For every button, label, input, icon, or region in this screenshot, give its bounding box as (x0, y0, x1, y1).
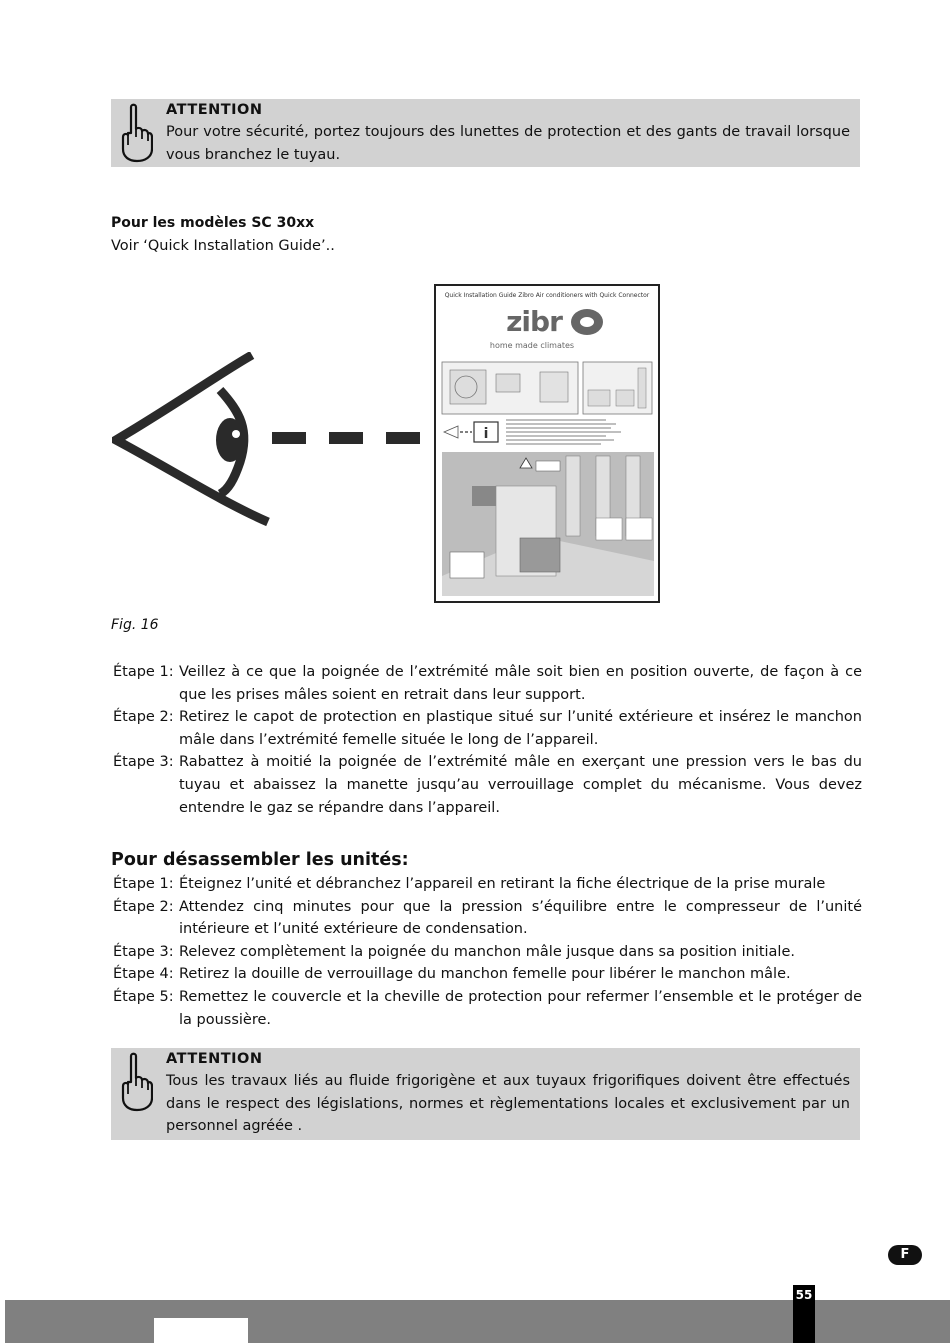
disassemble-steps-list (113, 873, 862, 1031)
notice-text: Pour votre sécurité, portez toujours des lunettes de protection et des gants de travail lorsque vous branchez le tuyau. (166, 124, 850, 163)
step-label: Étape 2: (113, 898, 174, 915)
list-item (113, 941, 862, 964)
pointing-hand-icon (117, 1052, 153, 1112)
guide-header: Quick Installation Guide Zibro Air conditioners with Quick Connector (444, 292, 650, 299)
list-item (113, 751, 862, 819)
notice-text: Tous les travaux liés au fluide frigorigène et aux tuyaux frigorifiques doivent être effectués dans le respect des législations, normes et règlementations locales et exclusivement par un personnel agréée . (166, 1073, 850, 1134)
step-text: Veillez à ce que la poignée de l’extrémité mâle soit bien en position ouverte, de façon à ce que les prises mâles soient en retrait dans leur support. (179, 664, 862, 703)
step-label: Étape 4: (113, 966, 174, 983)
step-text: Éteignez l’unité et débranchez l’appareil en retirant la fiche électrique de la prise murale (179, 876, 826, 892)
brand-logo: zibr (506, 305, 562, 338)
eye-pupil (216, 418, 244, 462)
pointing-hand-icon (117, 103, 153, 163)
list-item (113, 963, 862, 986)
list-item (113, 661, 862, 706)
list-item (113, 986, 862, 1031)
step-label: Étape 1: (113, 876, 174, 892)
list-item (113, 896, 862, 941)
eye-illustration (112, 352, 424, 528)
step-label: Étape 5: (113, 988, 174, 1005)
models-heading: Pour les modèles SC 30xx (111, 215, 315, 231)
models-text: Voir ‘Quick Installation Guide’.. (111, 238, 335, 254)
step-text: Attendez cinq minutes pour que la pression s’équilibre entre le compresseur de l’unité intérieure et l’unité extérieure de condensation. (179, 898, 862, 938)
page-number: 55 (793, 1285, 815, 1343)
list-item (113, 706, 862, 751)
brand-tagline: home made climates (489, 341, 575, 350)
svg-text:i: i (483, 426, 489, 442)
list-item (113, 873, 862, 896)
figure-label: Fig. 16 (111, 617, 159, 633)
step-text: Remettez le couvercle et la cheville de protection pour refermer l’ensemble et le protéger de la poussière. (179, 988, 862, 1028)
language-badge: F (888, 1245, 922, 1265)
guide-cover-art (436, 286, 658, 601)
step-label: Étape 2: (113, 709, 174, 726)
step-label: Étape 3: (113, 943, 174, 960)
step-text: Retirez la douille de verrouillage du manchon femelle pour libérer le manchon mâle. (179, 966, 791, 983)
notice-title: ATTENTION (166, 102, 263, 118)
step-text: Rabattez à moitié la poignée de l’extrémité mâle en exerçant une pression vers le bas du tuyau et abaissez la manette jusqu’au verrouillage complet du mécanisme. Vous devez entendre le gaz se répandre dans l’appareil. (179, 754, 862, 816)
step-label: Étape 3: (113, 754, 174, 771)
step-label: Étape 1: (113, 664, 174, 680)
quick-installation-guide-cover (434, 284, 660, 603)
footer-white-block (154, 1318, 248, 1343)
connect-steps-list (113, 661, 862, 819)
step-text: Relevez complètement la poignée du manchon mâle jusque dans sa position initiale. (179, 943, 795, 960)
step-text: Retirez le capot de protection en plastique situé sur l’unité extérieure et insérez le manchon mâle dans l’extrémité femelle située le long de l’appareil. (179, 709, 862, 748)
notice-title: ATTENTION (166, 1051, 263, 1067)
disassemble-heading: Pour désassembler les unités: (111, 850, 409, 870)
attention-notice-bottom (111, 1048, 860, 1140)
attention-notice-top (111, 99, 860, 167)
